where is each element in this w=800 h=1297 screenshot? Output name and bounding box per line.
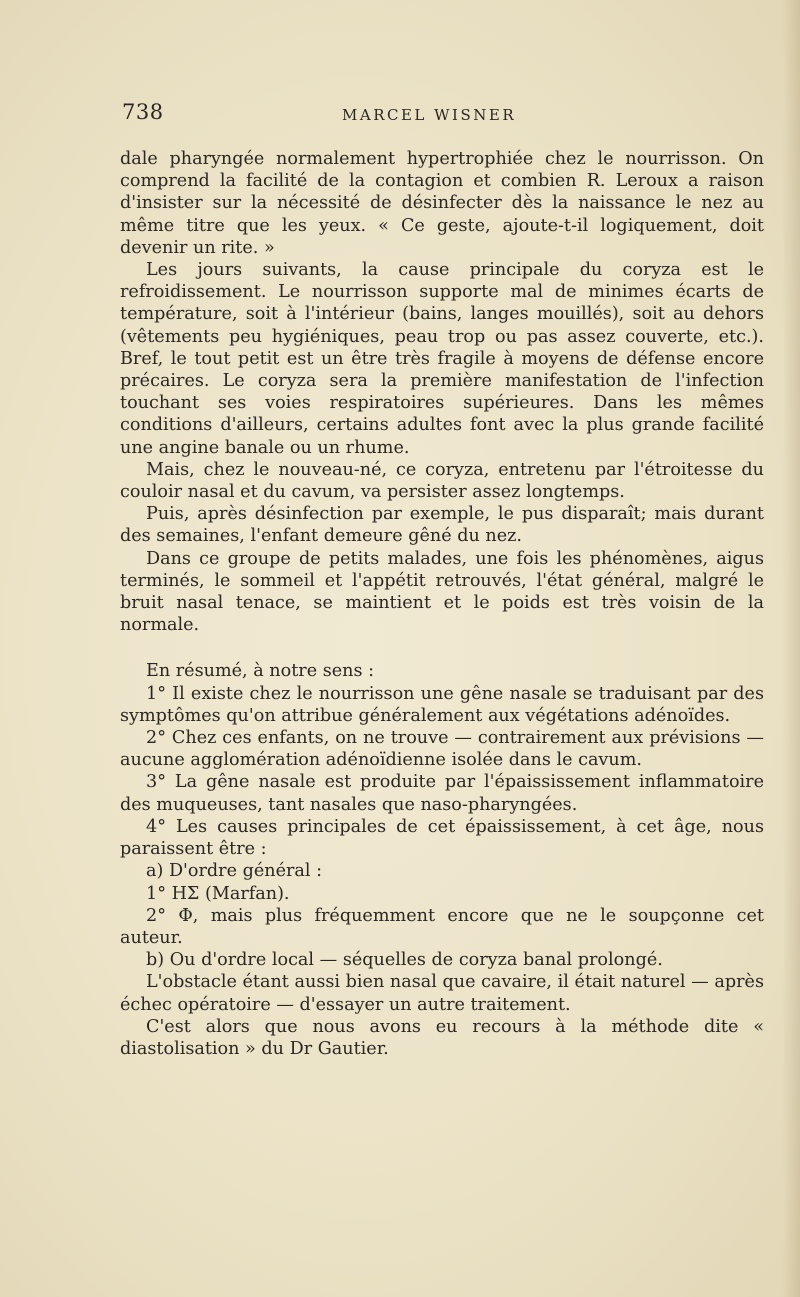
- summary-point-4: 4° Les causes principales de cet épaississement, à cet âge, nous paraissent être :: [120, 816, 764, 860]
- summary-point-1: 1° Il existe chez le nourrisson une gêne nasale se traduisant par des symptômes qu'on attribue généralement aux végétations adénoïdes.: [120, 683, 764, 726]
- summary-point-2: 2° Chez ces enfants, on ne trouve — contrairement aux prévisions — aucune agglomération adénoïdienne isolée dans le cavum.: [120, 728, 764, 771]
- paragraph: L'obstacle étant aussi bien nasal que cavaire, il était naturel — après échec opératoire — d'essayer un autre traitement.: [120, 972, 764, 1015]
- sub-point-a-1: 1° HΣ (Marfan).: [146, 883, 290, 904]
- paragraph: C'est alors que nous avons eu recours à la méthode dite « diastolisation » du Dr Gautier.: [120, 1016, 764, 1059]
- sub-point-a: a) D'ordre général :: [146, 861, 323, 882]
- running-head-author: MARCEL WISNER: [342, 106, 517, 124]
- summary-heading: En résumé, à notre sens :: [146, 661, 375, 682]
- page-number: 738: [122, 100, 164, 124]
- sub-point-a-2: 2° Φ, mais plus fréquemment encore que ne le soupçonne cet auteur.: [120, 905, 764, 948]
- paragraph: Mais, chez le nouveau-né, ce coryza, entretenu par l'étroitesse du couloir nasal et du cavum, va persister assez longtemps.: [120, 459, 764, 503]
- paragraph: Les jours suivants, la cause principale du coryza est le refroidissement. Le nourrisson supporte mal de minimes écarts de température, soit à l'intérieur (bains, langes mouillés), soit au dehors (vêtements peu hygiéniques, peau trop ou pas assez couverte, etc.). Bref, le tout petit est un être très fragile à moyens de défense encore précaires. Le coryza sera la première manifestation de l'infection touchant ses voies respiratoires supérieures. Dans les mêmes conditions d'ailleurs, certains adultes font avec la plus grande facilité une angine banale ou un rhume.: [120, 260, 764, 458]
- paragraph: Puis, après désinfection par exemple, le pus disparaît; mais durant des semaines, l'enfant demeure gêné du nez.: [120, 504, 764, 547]
- sub-point-b: b) Ou d'ordre local — séquelles de coryza banal prolongé.: [146, 950, 663, 971]
- running-head: [122, 100, 762, 134]
- summary-point-3: 3° La gêne nasale est produite par l'épaississement inflammatoire des muqueuses, tant nasales que naso-pharyngées.: [120, 772, 764, 815]
- body-text: [120, 148, 764, 1060]
- paragraph-continuation: dale pharyngée normalement hypertrophiée chez le nourrisson. On comprend la facilité de la contagion et combien R. Leroux a raison d'insister sur la nécessité de désinfecter dès la naissance le nez au même titre que les yeux. « Ce geste, ajoute-t-il logiquement, doit devenir un rite. »: [120, 149, 764, 258]
- paragraph: Dans ce groupe de petits malades, une fois les phénomènes, aigus terminés, le sommeil et l'appétit retrouvés, l'état général, malgré le bruit nasal tenace, se maintient et le poids est très voisin de la normale.: [120, 548, 764, 636]
